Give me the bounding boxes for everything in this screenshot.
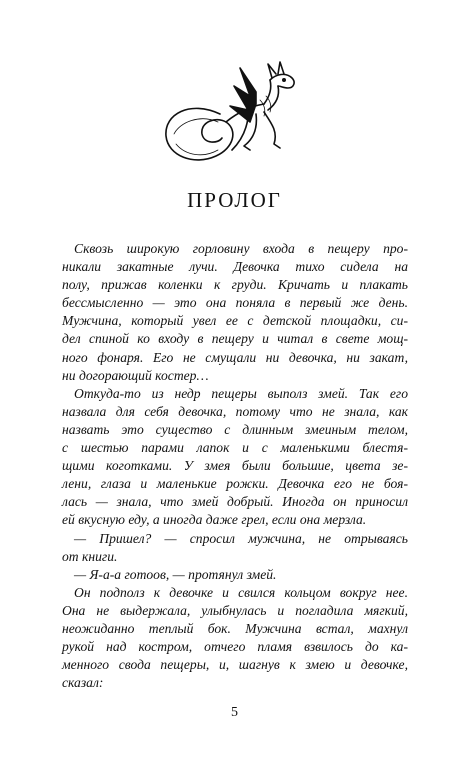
dragon-icon: [160, 52, 310, 172]
text-line: ного фонаря. Его не смущали ни девочка, ни закат,: [62, 349, 408, 365]
text-line: Она не выдержала, улыбнулась и погладила мягкий,: [62, 602, 408, 618]
text-line: никали закатные лучи. Девочка тихо сидела на: [62, 259, 408, 275]
text-line: Он подполз к девочке и свился кольцом вокруг нее.: [74, 584, 408, 600]
text-line: Сквозь широкую горловину входа в пещеру про-: [74, 241, 408, 256]
text-line: сказал:: [62, 675, 104, 691]
text-line: дел спиной ко входу в пещеру и читал в свете мощ-: [62, 331, 408, 347]
text-line: лась — знала, что змей добрый. Иногда он приносил: [62, 494, 408, 510]
text-line: от книги.: [62, 548, 118, 564]
text-line: ни догорающий костер…: [62, 367, 209, 383]
text-line: Мужчина, который увел ее с детской площадки, си-: [62, 313, 408, 329]
text-line: назвать это существо с длинным змеиным телом,: [62, 421, 408, 437]
text-line: неожиданно теплый бок. Мужчина встал, махнул: [62, 620, 408, 636]
text-line: назвала для себя девочка, потому что не знала, как: [62, 403, 408, 419]
text-line: Откуда-то из недр пещеры выполз змей. Так его: [74, 385, 408, 401]
text-line: рукой над костром, отчего пламя взвилось до ка-: [62, 639, 408, 655]
text-line: менного свода пещеры, и, шагнув к змею и девочке,: [62, 657, 408, 673]
text-line: полу, прижав коленки к груди. Кричать и плакать: [62, 277, 408, 293]
prologue-text: [62, 240, 408, 692]
text-line: щими коготками. У змея были большие, цвета зе-: [62, 458, 408, 474]
chapter-title: ПРОЛОГ: [187, 188, 282, 212]
text-line: с шестью парами лапок и с маленькими блестя-: [62, 440, 408, 456]
text-line: — Я-а-а готоов, — протянул змей.: [74, 566, 277, 582]
page-number: 5: [231, 705, 238, 720]
text-line: — Пришел? — спросил мужчина, не отрываясь: [74, 530, 408, 546]
text-line: ей вкусную еду, а иногда даже грел, если она мерзла.: [62, 512, 367, 528]
text-line: бессмысленно — это она поняла в первый же день.: [62, 295, 408, 311]
text-line: лени, глаза и маленькие рожки. Девочка его не боя-: [62, 476, 408, 492]
